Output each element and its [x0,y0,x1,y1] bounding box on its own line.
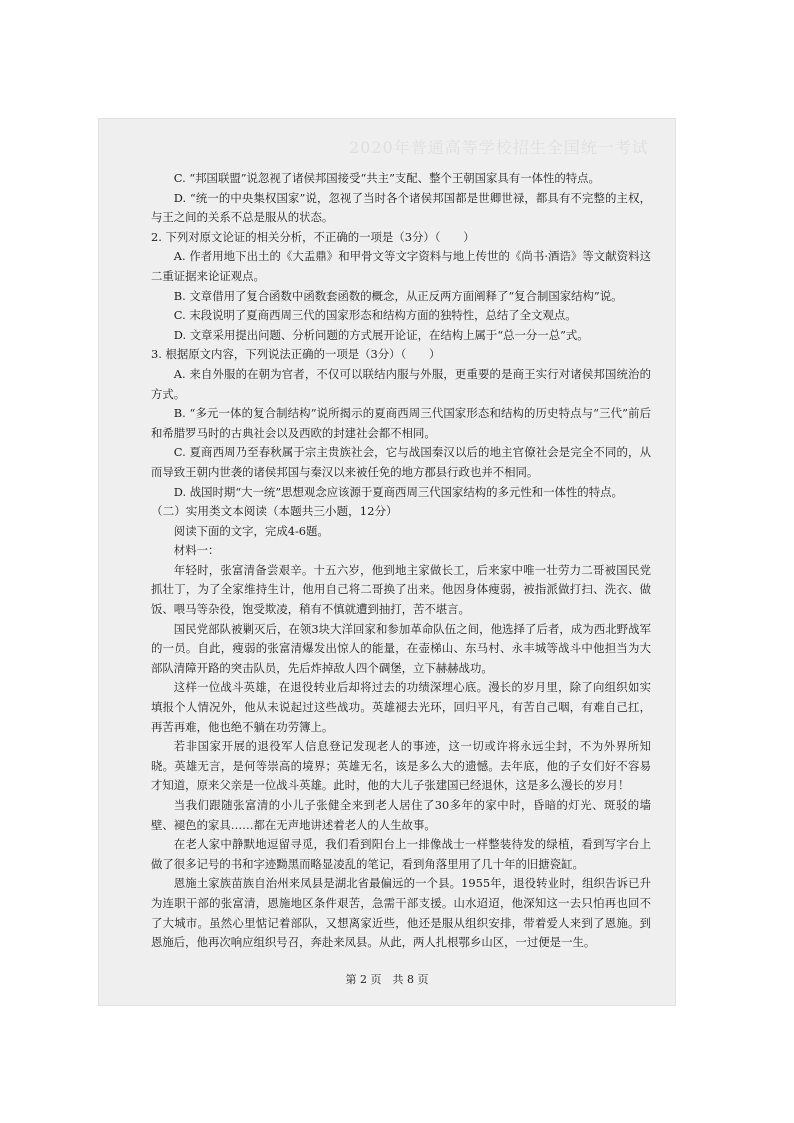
paragraph-body-3: 这样一位战斗英雄，在退役转业后却将过去的功绩深埋心底。漫长的岁月里，除了向组织如实填报个人情况外，他从未说起过这些战功。英雄褪去光环，回归平凡，有苦自己咽，有难自己扛，再苦再难，他也绝不躺在功劳簿上。 [151,680,651,734]
paragraph-opt-3b: B. “多元一体的复合制结构”说所揭示的夏商西周三代国家形态和结构的历史特点与“三代”前后和希腊罗马时的古典社会以及西欧的封建社会都不相同。 [151,406,651,440]
paragraph-body-6: 在老人家中静默地逗留寻觅，我们看到阳台上一排像战士一样整装待发的绿植，看到写字台上做了很多记号的书和字迹黝黑而略显凌乱的笔记，看到角落里用了几十年的旧搪瓷缸。 [151,837,651,871]
paragraph-body-7: 恩施土家族苗族自治州来凤县是湖北省最偏远的一个县。1955年，退役转业时，组织告诉已升为连职干部的张富清，恩施地区条件艰苦，急需干部支援。山水迢迢，他深知这一去只怕再也回不了大城市。虽然心里惦记着部队，又想离家近些，他还是服从组织安排，带着爱人来到了恩施。到恩施后，他再次响应组织号召，奔赴来凤县。从此，两人扎根鄂乡山区，一过便是一生。 [151,876,651,950]
paragraph-mat-1: 材料一： [173,543,220,558]
paragraph-body-1: 年轻时，张富清备尝艰辛。十五六岁，他到地主家做长工，后来家中唯一壮劳力二哥被国民党抓壮丁，为了全家维持生计，他用自己将二哥换了出来。他因身体瘦弱，被指派做打扫、洗衣、做饭、喂马等杂役，饱受欺凌，稍有不慎就遭到抽打，苦不堪言。 [151,562,651,617]
paragraph-q2: 2. 下列对原文论证的相关分析，不正确的一项是（3分）（ ） [151,229,475,244]
paragraph-opt-1d: D. “统一的中央集权国家”说，忽视了当时各个诸侯邦国都是世卿世禄，都具有不完整的主权，与王之间的关系不总是服从的状态。 [151,190,651,225]
paragraph-body-2: 国民党部队被剿灭后，在领3块大洋回家和参加革命队伍之间，他选择了后者，成为西北野战军的一员。自此，瘦弱的张富清爆发出惊人的能量，在壶梯山、东马村、永丰城等战斗中他担当为大部队清障开路的突击队员，先后炸掉敌人四个碉堡，立下赫赫战功。 [151,621,651,675]
paragraph-opt-1c: C. “邦国联盟”说忽视了诸侯邦国接受“共主”支配、整个王朝国家具有一体性的特点。 [173,171,600,185]
paragraph-body-4: 若非国家开展的退役军人信息登记发现老人的事迹，这一切或许将永远尘封，不为外界所知晓。英雄无言，是何等崇高的境界；英雄无名，该是多么大的遗憾。去年底，他的子女们好不容易才知道，原来父亲是一位战斗英雄。此时，他的大儿子张建国已经退休，这是多么漫长的岁月！ [151,739,651,793]
paragraph-instr: 阅读下面的文字，完成4-6题。 [173,523,329,538]
paragraph-opt-3c: C. 夏商西周乃至春秋属于宗主贵族社会，它与战国秦汉以后的地主官僚社会是完全不同的，从而导致王朝内世袭的诸侯邦国与秦汉以来被任免的地方郡县行政也并不相同。 [151,445,651,479]
paragraph-body-5: 当我们跟随张富清的小儿子张健全来到老人居住了30多年的家中时，昏暗的灯光、斑驳的墙壁、褪色的家具……都在无声地讲述着老人的人生故事。 [151,798,651,832]
paragraph-opt-2d: D. 文章采用提出问题、分析问题的方式展开论证，在结构上属于“总一分一总”式。 [173,327,589,342]
paragraph-opt-3d: D. 战国时期“大一统”思想观念应该源于夏商西周三代国家结构的多元性和一体性的特点。 [173,484,623,499]
page-content [151,169,651,953]
page-footer: 第 2 页 共 8 页 [345,973,429,986]
paragraph-q3: 3. 根据原文内容，下列说法正确的一项是（3分）（ ） [151,347,441,362]
scanned-page [98,118,676,1006]
faded-header-text: 2020年普通高等学校招生全国统一考试 [349,138,649,157]
paragraph-opt-2b: B. 文章借用了复合函数中函数套函数的概念，从正反两方面阐释了“复合制国家结构”说。 [173,288,623,303]
paragraph-opt-2a: A. 作者用地下出土的《大盂鼎》和甲骨文等文字资料与地上传世的《尚书·酒诰》等文献资料这二重证据来论证观点。 [151,249,651,283]
paragraph-section-2: （二）实用类文本阅读（本题共三小题，12分） [151,504,398,519]
paragraph-opt-3a: A. 来自外服的在朝为官者，不仅可以联结内服与外服，更重要的是商王实行对诸侯邦国统治的方式。 [151,366,651,401]
paragraph-opt-2c: C. 末段说明了夏商西周三代的国家形态和结构方面的独特性，总结了全文观点。 [173,308,577,323]
